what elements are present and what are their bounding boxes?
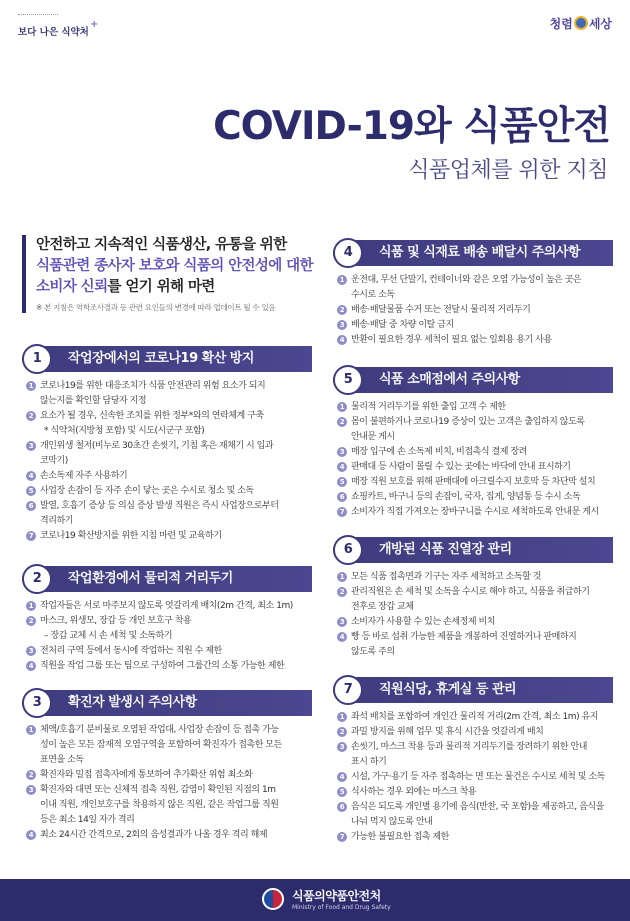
section-header xyxy=(333,677,613,703)
item-number-icon: 1 xyxy=(337,275,347,285)
item-continuation: 코막기) xyxy=(40,456,68,466)
section-1 xyxy=(22,346,312,544)
logo-dotted-line xyxy=(18,14,58,17)
footer-bar xyxy=(0,879,630,921)
item-number-icon: 6 xyxy=(337,802,347,812)
item-number-icon: 7 xyxy=(337,507,347,517)
item-number-icon: 4 xyxy=(26,661,36,671)
ministry-name-english: Ministry of Food and Drug Safety xyxy=(292,904,391,911)
item-text: 시설, 가구·용기 등 자주 접촉하는 면 또는 물건은 수시로 세척 및 소독 xyxy=(351,772,605,782)
item-text: 사업장 손잡이 등 자주 손이 닿는 곳은 수시로 청소 및 소독 xyxy=(40,486,254,496)
item-text: 개인위생 철저(비누로 30초간 손씻기, 기침 혹은 재채기 시 입과 xyxy=(40,441,274,451)
section-6 xyxy=(333,537,613,660)
item-continuation: 안내문 게시 xyxy=(351,432,395,442)
list-item xyxy=(337,830,613,845)
section-number-badge: 3 xyxy=(22,688,52,718)
ministry-name: 식품의약품안전처 xyxy=(292,889,381,903)
section-number-badge: 2 xyxy=(22,564,52,594)
item-text: 직원을 작업 그룹 또는 팀으로 구성하여 그룹간의 소통 가능한 제한 xyxy=(40,661,285,671)
item-number-icon: 2 xyxy=(337,727,347,737)
item-number-icon: 4 xyxy=(26,471,36,481)
item-continuation: 표시 하기 xyxy=(351,757,387,767)
mfds-slogan-logo xyxy=(18,10,99,46)
section-header xyxy=(333,240,613,266)
item-text: 체액/호흡기 분비물로 오염된 작업대, 사업장 손잡이 등 접촉 가능 xyxy=(40,725,279,735)
list-item xyxy=(26,499,312,514)
list-item xyxy=(337,785,613,800)
item-number-icon: 4 xyxy=(337,462,347,472)
intro-note: ※ 본 지침은 역학조사결과 등 관련 요인들의 변경에 따라 업데이트 될 수 있음 xyxy=(36,303,276,312)
item-number-icon: 5 xyxy=(26,486,36,496)
item-text: 확진자와 밀접 접촉자에게 통보하여 추가확산 위험 최소화 xyxy=(40,770,253,780)
list-item xyxy=(337,445,613,460)
page-subtitle: 식품업체를 위한 지침 xyxy=(408,158,608,183)
item-text: 발열, 호흡기 증상 등 의심 증상 발생 직원은 즉시 사업장으로부터 xyxy=(40,501,279,511)
section-header xyxy=(22,690,312,716)
section-title: 확진자 발생시 주의사항 xyxy=(68,695,197,710)
item-number-icon: 1 xyxy=(26,381,36,391)
section-item-list xyxy=(333,710,613,845)
item-text: 손소독제 자주 사용하기 xyxy=(40,471,128,481)
item-number-icon: 2 xyxy=(337,587,347,597)
list-item xyxy=(337,800,613,815)
list-item xyxy=(26,529,312,544)
item-text: 과밀 방지를 위해 업무 및 휴식 시간을 엇갈리게 배치 xyxy=(351,727,544,737)
item-text: 빵 등 바로 섭취 가능한 제품을 개봉하여 진열하거나 판매하지 xyxy=(351,632,577,642)
section-item-list xyxy=(333,273,613,348)
list-item xyxy=(26,439,312,454)
section-number-badge: 4 xyxy=(333,238,363,268)
item-number-icon: 3 xyxy=(26,441,36,451)
item-number-icon: 3 xyxy=(337,742,347,752)
item-number-icon: 2 xyxy=(26,616,36,626)
item-number-icon: 3 xyxy=(337,320,347,330)
list-item xyxy=(337,630,613,645)
item-text: 물리적 거리두기를 위한 출입 고객 수 제한 xyxy=(351,402,506,412)
logo-text: 보다 나은 식약처 xyxy=(18,27,89,38)
list-item xyxy=(26,659,312,674)
item-continuation: 등은 최소 14일 자가 격리 xyxy=(40,815,135,825)
item-text: 판매대 등 사람이 몰릴 수 있는 곳에는 바닥에 안내 표시하기 xyxy=(351,462,571,472)
government-emblem-icon xyxy=(262,888,284,910)
item-number-icon: 1 xyxy=(26,725,36,735)
list-item xyxy=(26,723,312,738)
list-item xyxy=(26,644,312,659)
item-continuation: 성이 높은 모든 잠재적 오염구역을 포함하여 확진자가 접촉한 모든 xyxy=(40,740,282,750)
list-item xyxy=(337,415,613,430)
item-number-icon: 7 xyxy=(26,531,36,541)
list-item xyxy=(26,783,312,798)
section-item-list xyxy=(333,400,613,520)
list-item xyxy=(26,469,312,484)
intro-line-3-rest: 를 얻기 위해 마련 xyxy=(107,279,215,295)
item-number-icon: 4 xyxy=(337,632,347,642)
section-header xyxy=(333,367,613,393)
list-item xyxy=(26,484,312,499)
item-continuation: 않도록 주의 xyxy=(351,647,395,657)
list-item xyxy=(337,570,613,585)
item-text: 코로나19 확산방지를 위한 지침 마련 및 교육하기 xyxy=(40,531,222,541)
integrity-logo-text-b: 세상 xyxy=(588,17,612,31)
item-number-icon: 4 xyxy=(26,830,36,840)
item-continuation: 나눠 먹지 않도록 안내 xyxy=(351,817,433,827)
list-item xyxy=(26,768,312,783)
item-continuation: – 장갑 교체 시 손 세척 및 소독하기 xyxy=(44,631,173,641)
intro-line-1: 안전하고 지속적인 식품생산, 유통을 위한 xyxy=(36,237,287,253)
item-continuation: 이내 직원, 개인보호구를 착용하지 않은 직원, 같은 작업그룹 직원 xyxy=(40,800,279,810)
list-item xyxy=(337,333,613,348)
section-title: 작업장에서의 코로나19 확산 방지 xyxy=(68,351,254,366)
item-continuation: 전후로 장갑 교체 xyxy=(351,602,414,612)
section-number-badge: 5 xyxy=(333,365,363,395)
item-number-icon: 7 xyxy=(337,832,347,842)
item-number-icon: 2 xyxy=(26,411,36,421)
item-text: 식사하는 경우 외에는 마스크 착용 xyxy=(351,787,477,797)
item-text: 코로나19를 위한 대응조치가 식품 안전관리 위험 요소가 되지 xyxy=(40,381,266,391)
item-number-icon: 3 xyxy=(337,617,347,627)
item-number-icon: 6 xyxy=(337,492,347,502)
item-text: 마스크, 위생모, 장갑 등 개인 보호구 착용 xyxy=(40,616,192,626)
intro-block xyxy=(22,235,322,313)
section-3 xyxy=(22,690,312,843)
list-item xyxy=(337,740,613,755)
list-item xyxy=(337,400,613,415)
item-number-icon: 1 xyxy=(337,712,347,722)
item-text: 음식은 되도록 개인별 용기에 음식(반찬, 국 포함)을 제공하고, 음식을 xyxy=(351,802,604,812)
item-text: 반환이 필요한 경우 세척이 필요 없는 일회용 용기 사용 xyxy=(351,335,552,345)
section-title: 직원식당, 휴게실 등 관리 xyxy=(379,682,517,697)
page-title: COVID-19와 식품안전 xyxy=(213,104,610,149)
list-item xyxy=(337,460,613,475)
list-item xyxy=(337,318,613,333)
plus-icon: + xyxy=(90,19,99,30)
item-text: 작업자들은 서로 마주보지 않도록 엇갈리게 배치(2m 간격, 최소 1m) xyxy=(40,601,293,611)
intro-line-2: 식품관련 종사자 보호와 식품의 안전성에 대한 xyxy=(36,258,313,274)
section-title: 식품 소매점에서 주의사항 xyxy=(379,372,520,387)
item-continuation: 수시로 소독 xyxy=(351,290,395,300)
section-number-badge: 1 xyxy=(22,344,52,374)
item-text: 관리직원은 손 세척 및 소독을 수시로 해야 하고, 식품을 취급하기 xyxy=(351,587,590,597)
item-number-icon: 1 xyxy=(26,601,36,611)
item-text: 좌석 배치를 포함하여 개인간 물리적 거리(2m 간격, 최소 1m) 유지 xyxy=(351,712,599,722)
list-item xyxy=(337,303,613,318)
item-text: 손씻기, 마스크 착용 등과 물리적 거리두기를 장려하기 위한 안내 xyxy=(351,742,588,752)
item-text: 매장 입구에 손 소독제 비치, 비접촉식 결제 장려 xyxy=(351,447,527,457)
section-title: 작업환경에서 물리적 거리두기 xyxy=(68,571,233,586)
section-number-badge: 6 xyxy=(333,535,363,565)
list-item xyxy=(337,585,613,600)
item-continuation: 격리하기 xyxy=(40,516,73,526)
item-text: 매장 직원 보호를 위해 판매대에 아크릴수지 보호막 등 차단막 설치 xyxy=(351,477,596,487)
item-number-icon: 2 xyxy=(26,770,36,780)
list-item xyxy=(26,409,312,424)
list-item xyxy=(26,614,312,629)
list-item xyxy=(337,770,613,785)
section-4 xyxy=(333,240,613,348)
section-7 xyxy=(333,677,613,845)
item-text: 확진자와 대면 또는 신체적 접촉 직원, 감염이 확인된 지점의 1m xyxy=(40,785,276,795)
intro-line-3 xyxy=(36,277,322,298)
section-number-badge: 7 xyxy=(333,675,363,705)
globe-icon xyxy=(574,16,588,30)
section-item-list xyxy=(22,723,312,843)
item-number-icon: 6 xyxy=(26,501,36,511)
list-item xyxy=(337,710,613,725)
item-number-icon: 5 xyxy=(337,787,347,797)
item-text: 운전대, 무선 단말기, 컨테이너와 같은 오염 가능성이 높은 곳은 xyxy=(351,275,582,285)
list-item xyxy=(26,379,312,394)
item-number-icon: 2 xyxy=(337,417,347,427)
item-number-icon: 1 xyxy=(337,572,347,582)
list-item xyxy=(337,725,613,740)
section-header xyxy=(22,566,312,592)
item-text: 모든 식품 접촉면과 기구는 자주 세척하고 소독할 것 xyxy=(351,572,542,582)
item-text: 요소가 될 경우, 신속한 조치를 위한 정부*와의 연락체계 구축 xyxy=(40,411,264,421)
item-text: 쇼핑카트, 바구니 등의 손잡이, 국자, 집게, 양념통 등 수시 소독 xyxy=(351,492,581,502)
item-number-icon: 3 xyxy=(26,646,36,656)
section-title: 개방된 식품 진열장 관리 xyxy=(379,542,512,557)
list-item xyxy=(337,490,613,505)
item-number-icon: 3 xyxy=(337,447,347,457)
item-number-icon: 4 xyxy=(337,335,347,345)
item-text: 소비자가 직접 가져오는 장바구니를 수시로 세척하도록 안내문 게시 xyxy=(351,507,599,517)
section-header xyxy=(22,346,312,372)
intro-line-3-highlight: 소비자 신뢰 xyxy=(36,279,108,295)
list-item xyxy=(337,505,613,520)
item-text: 최소 24시간 간격으로, 2회의 음성결과가 나올 경우 격리 해제 xyxy=(40,830,268,840)
item-text: 배송·배달물품 수거 또는 전달시 물리적 거리두기 xyxy=(351,305,531,315)
item-number-icon: 2 xyxy=(337,305,347,315)
item-text: 배송·배달 중 차량 이탈 금지 xyxy=(351,320,454,330)
integrity-logo-text-a: 청렴 xyxy=(549,17,573,31)
item-number-icon: 3 xyxy=(26,785,36,795)
item-number-icon: 1 xyxy=(337,402,347,412)
list-item xyxy=(26,599,312,614)
list-item xyxy=(337,475,613,490)
item-continuation: 표면을 소독 xyxy=(40,755,84,765)
integrity-logo xyxy=(550,15,612,32)
item-text: 몸이 불편하거나 코로나19 증상이 있는 고객은 출입하지 않도록 xyxy=(351,417,585,427)
section-item-list xyxy=(333,570,613,660)
list-item xyxy=(337,615,613,630)
item-number-icon: 5 xyxy=(337,477,347,487)
section-5 xyxy=(333,367,613,520)
list-item xyxy=(26,828,312,843)
list-item xyxy=(337,273,613,288)
section-item-list xyxy=(22,599,312,674)
section-2 xyxy=(22,566,312,674)
section-item-list xyxy=(22,379,312,544)
section-header xyxy=(333,537,613,563)
item-continuation: * 식약처(지방청 포함) 및 시도(시군구 포함) xyxy=(44,426,205,436)
item-text: 소비자가 사용할 수 있는 손세정제 비치 xyxy=(351,617,495,627)
section-title: 식품 및 식재료 배송 배달시 주의사항 xyxy=(379,245,580,260)
item-continuation: 않는지를 확인할 담당자 지정 xyxy=(40,396,147,406)
item-number-icon: 4 xyxy=(337,772,347,782)
item-text: 전처리 구역 등에서 동시에 작업하는 직원 수 제한 xyxy=(40,646,222,656)
item-text: 가능한 불필요한 접촉 제한 xyxy=(351,832,449,842)
